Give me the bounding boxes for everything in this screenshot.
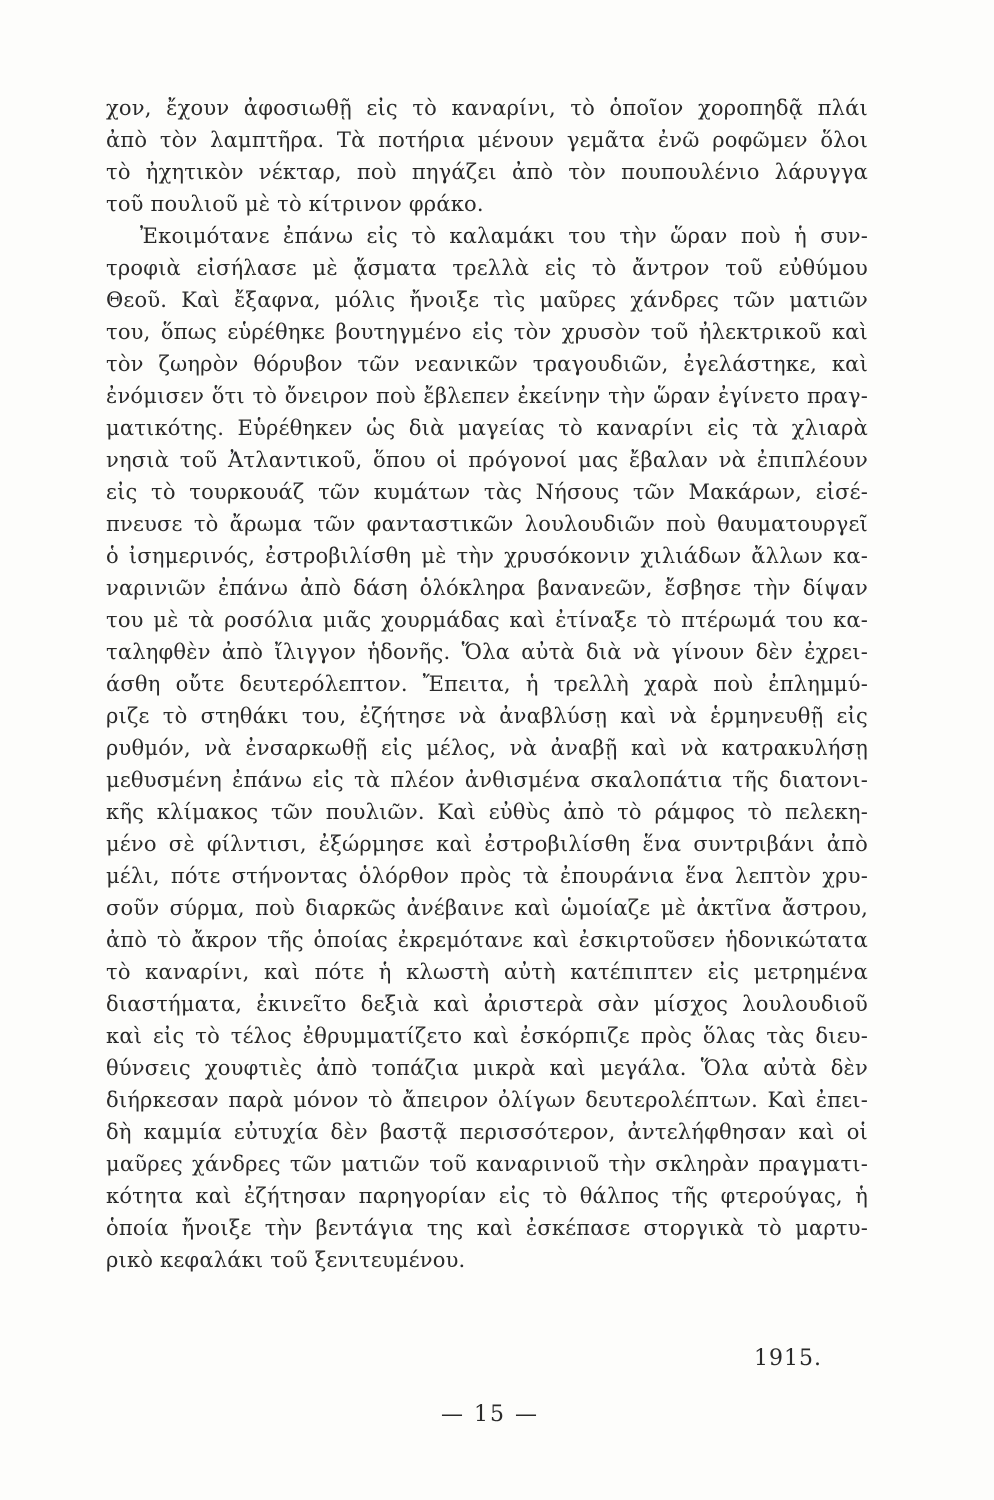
text-line: σοῦν σύρμα, ποὺ διαρκῶς ἀνέβαινε καὶ ὡμοίαζε μὲ ἀκτῖνα ἄστρου, [106, 896, 868, 920]
text-line: άσθη οὔτε δευτερόλεπτον. Ἔπειτα, ἡ τρελλὴ χαρὰ ποὺ ἐπλημμύ- [106, 672, 868, 696]
text-line: διαστήματα, ἐκινεῖτο δεξιὰ καὶ ἀριστερὰ σὰν μίσχος λουλουδιοῦ [106, 992, 868, 1016]
text-line: ρυθμόν, νὰ ἐνσαρκωθῇ εἰς μέλος, νὰ ἀναβῇ καὶ νὰ κατρακυλήσῃ [106, 736, 868, 760]
text-line: τοῦ πουλιοῦ μὲ τὸ κίτρινον φράκο. [106, 192, 484, 216]
text-line: ἀπὸ τὸ ἄκρον τῆς ὁποίας ἐκρεμότανε καὶ ἐσκιρτοῦσεν ἡδονικώτατα [106, 928, 868, 952]
paragraph-start-line: Ἐκοιμότανε ἐπάνω εἰς τὸ καλαμάκι του τὴν ὥραν ποὺ ἡ συν- [140, 224, 868, 248]
text-line: μεθυσμένη ἐπάνω εἰς τὰ πλέον ἀνθισμένα σκαλοπάτια τῆς διατονι- [106, 768, 868, 792]
body-text [106, 92, 868, 1276]
text-line: του μὲ τὰ ροσόλια μιᾶς χουρμάδας καὶ ἐτίναξε τὸ πτέρωμά του κα- [106, 608, 868, 632]
text-line: τὸ καναρίνι, καὶ πότε ἡ κλωστὴ αὐτὴ κατέπιπτεν εἰς μετρημένα [106, 960, 868, 984]
text-line: μένο σὲ φίλντισι, ἐξώρμησε καὶ ἐστροβιλίσθη ἕνα συντριβάνι ἀπὸ [106, 832, 868, 856]
page-number: — 15 — [441, 1402, 539, 1427]
text-line: κότητα καὶ ἐζήτησαν παρηγορίαν εἰς τὸ θάλπος τῆς φτερούγας, ἡ [106, 1184, 868, 1208]
text-line: ὁ ἰσημερινός, ἐστροβιλίσθη μὲ τὴν χρυσόκονιν χιλιάδων ἄλλων κα- [106, 544, 868, 568]
text-line: νησιὰ τοῦ Ἀτλαντικοῦ, ὅπου οἱ πρόγονοί μας ἔβαλαν νὰ ἐπιπλέουν [106, 448, 868, 472]
text-line: ἐνόμισεν ὅτι τὸ ὄνειρον ποὺ ἔβλεπεν ἐκείνην τὴν ὥραν ἐγίνετο πραγ- [106, 384, 868, 408]
text-line: δὴ καμμία εὐτυχία δὲν βαστᾷ περισσότερον, ἀντελήφθησαν καὶ οἱ [106, 1120, 868, 1144]
text-line: πνευσε τὸ ἄρωμα τῶν φανταστικῶν λουλουδιῶν ποὺ θαυματουργεῖ [106, 512, 868, 536]
text-line: τὸν ζωηρὸν θόρυβον τῶν νεανικῶν τραγουδιῶν, ἐγελάστηκε, καὶ [106, 352, 868, 376]
text-line: διήρκεσαν παρὰ μόνον τὸ ἄπειρον ὀλίγων δευτερολέπτων. Καὶ ἐπει- [106, 1088, 868, 1112]
text-line: Θεοῦ. Καὶ ἔξαφνα, μόλις ἤνοιξε τὶς μαῦρες χάνδρες τῶν ματιῶν [106, 288, 868, 312]
text-line: καὶ εἰς τὸ τέλος ἐθρυμματίζετο καὶ ἐσκόρπιζε πρὸς ὅλας τὰς διευ- [106, 1024, 868, 1048]
text-line: τροφιὰ εἰσήλασε μὲ ᾄσματα τρελλὰ εἰς τὸ ἄντρον τοῦ εὐθύμου [106, 256, 868, 280]
text-line: ριζε τὸ στηθάκι του, ἐζήτησε νὰ ἀναβλύσῃ καὶ νὰ ἑρμηνευθῇ εἰς [106, 704, 868, 728]
text-line: του, ὅπως εὑρέθηκε βουτηγμένο εἰς τὸν χρυσὸν τοῦ ἠλεκτρικοῦ καὶ [106, 320, 868, 344]
text-line: ὁποία ἤνοιξε τὴν βεντάγια της καὶ ἐσκέπασε στοργικὰ τὸ μαρτυ- [106, 1216, 868, 1240]
date-signature: 1915. [754, 1346, 822, 1371]
text-line: εἰς τὸ τουρκουάζ τῶν κυμάτων τὰς Νήσους τῶν Μακάρων, εἰσέ- [106, 480, 868, 504]
text-line: χον, ἔχουν ἀφοσιωθῇ εἰς τὸ καναρίνι, τὸ ὁποῖον χοροπηδᾷ πλάι [106, 96, 868, 120]
text-line: ρικὸ κεφαλάκι τοῦ ξενιτευμένου. [106, 1248, 466, 1272]
text-line: κῆς κλίμακος τῶν πουλιῶν. Καὶ εὐθὺς ἀπὸ τὸ ράμφος τὸ πελεκη- [106, 800, 868, 824]
text-line: τὸ ἠχητικὸν νέκταρ, ποὺ πηγάζει ἀπὸ τὸν πουπουλένιο λάρυγγα [106, 160, 868, 184]
text-line: θύνσεις χουφτιὲς ἀπὸ τοπάζια μικρὰ καὶ μεγάλα. Ὅλα αὐτὰ δὲν [106, 1056, 868, 1080]
text-line: μέλι, πότε στήνοντας ὁλόρθον πρὸς τὰ ἐπουράνια ἕνα λεπτὸν χρυ- [106, 864, 868, 888]
text-line: μαῦρες χάνδρες τῶν ματιῶν τοῦ καναρινιοῦ τὴν σκληρὰν πραγματι- [106, 1152, 868, 1176]
text-line: ναρινιῶν ἐπάνω ἀπὸ δάση ὁλόκληρα βανανεῶν, ἔσβησε τὴν δίψαν [106, 576, 868, 600]
text-line: ταληφθὲν ἀπὸ ἴλιγγον ἡδονῆς. Ὅλα αὐτὰ διὰ νὰ γίνουν δὲν ἐχρει- [106, 640, 868, 664]
text-line: ματικότης. Εὑρέθηκεν ὡς διὰ μαγείας τὸ καναρίνι εἰς τὰ χλιαρὰ [106, 416, 868, 440]
text-line: ἀπὸ τὸν λαμπτῆρα. Τὰ ποτήρια μένουν γεμᾶτα ἐνῶ ροφῶμεν ὅλοι [106, 128, 868, 152]
